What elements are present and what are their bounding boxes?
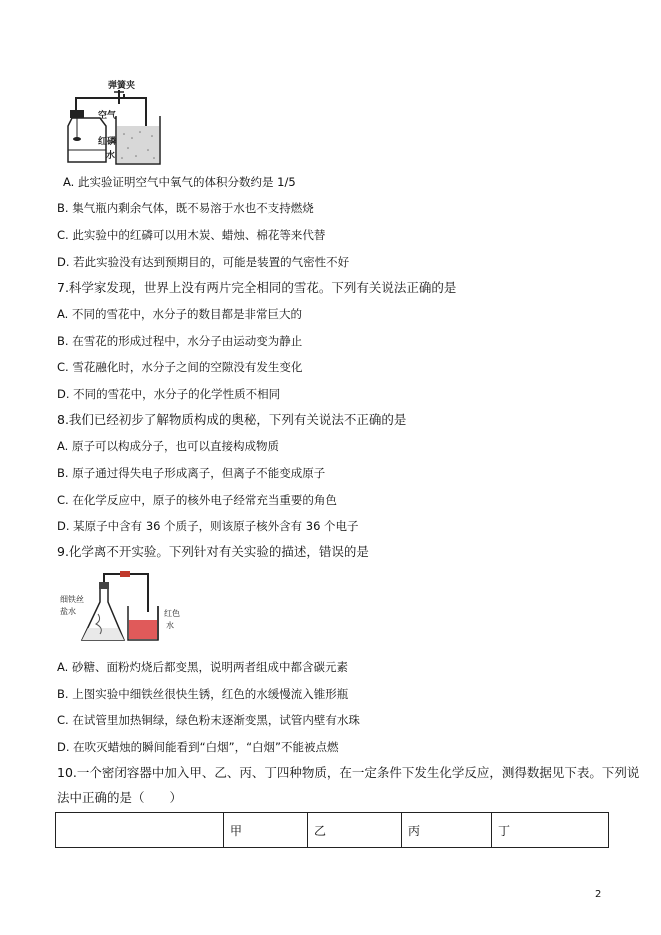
table-cell-blank bbox=[56, 813, 224, 848]
table-cell-ding: 丁 bbox=[492, 813, 609, 848]
q7-option-d: D. 不同的雪花中，水分子的化学性质不相同 bbox=[57, 387, 281, 401]
q6-option-a: A. 此实验证明空气中氧气的体积分数约是 1/5 bbox=[63, 175, 296, 189]
q7-option-a: A. 不同的雪花中，水分子的数目都是非常巨大的 bbox=[57, 307, 302, 321]
page-number: 2 bbox=[595, 889, 602, 900]
figure-air-experiment bbox=[64, 78, 164, 166]
q9-option-a: A. 砂糖、面粉灼烧后都变黑，说明两者组成中都含碳元素 bbox=[57, 660, 348, 674]
q9-option-d: D. 在吹灭蜡烛的瞬间能看到“白烟”，“白烟”不能被点燃 bbox=[57, 740, 339, 754]
table-cell-jia: 甲 bbox=[224, 813, 308, 848]
label-water: 水 bbox=[106, 151, 116, 161]
q10-data-table bbox=[55, 812, 609, 848]
label-phosphorus: 红磷 bbox=[98, 137, 117, 147]
label-water-2: 水 bbox=[166, 621, 174, 630]
table-row bbox=[56, 813, 609, 848]
q7-option-c: C. 雪花融化时，水分子之间的空隙没有发生变化 bbox=[57, 360, 303, 374]
label-red: 红色 bbox=[164, 609, 180, 618]
q6-option-b: B. 集气瓶内剩余气体，既不易溶于水也不支持燃烧 bbox=[57, 201, 314, 215]
q8-option-d: D. 某原子中含有 36 个质子，则该原子核外含有 36 个电子 bbox=[57, 519, 359, 533]
q7-stem: 7.科学家发现，世界上没有两片完全相同的雪花。下列有关说法正确的是 bbox=[57, 280, 457, 295]
figure-rust-experiment bbox=[58, 568, 188, 644]
q6-option-c: C. 此实验中的红磷可以用木炭、蜡烛、棉花等来代替 bbox=[57, 228, 326, 242]
q8-stem: 8.我们已经初步了解物质构成的奥秘，下列有关说法不正确的是 bbox=[57, 412, 407, 427]
q6-option-d: D. 若此实验没有达到预期目的，可能是装置的气密性不好 bbox=[57, 255, 350, 269]
q8-option-c: C. 在化学反应中，原子的核外电子经常充当重要的角色 bbox=[57, 493, 337, 507]
q9-option-c: C. 在试管里加热铜绿，绿色粉末逐渐变黑，试管内壁有水珠 bbox=[57, 713, 360, 727]
table-cell-bing: 丙 bbox=[402, 813, 492, 848]
q10-stem-line2: 法中正确的是（ ） bbox=[57, 790, 183, 805]
q8-option-a: A. 原子可以构成分子，也可以直接构成物质 bbox=[57, 439, 279, 453]
q9-stem: 9.化学离不开实验。下列针对有关实验的描述，错误的是 bbox=[57, 544, 369, 559]
label-air: 空气 bbox=[98, 111, 117, 121]
label-clip: 弹簧夹 bbox=[108, 81, 136, 91]
label-wire: 细铁丝 bbox=[60, 595, 84, 604]
table-cell-yi: 乙 bbox=[308, 813, 402, 848]
q9-option-b: B. 上图实验中细铁丝很快生锈，红色的水缓慢流入锥形瓶 bbox=[57, 687, 349, 701]
q8-option-b: B. 原子通过得失电子形成离子，但离子不能变成原子 bbox=[57, 466, 326, 480]
q7-option-b: B. 在雪花的形成过程中，水分子由运动变为静止 bbox=[57, 334, 303, 348]
label-salt-water: 盐水 bbox=[60, 607, 76, 616]
q10-stem-line1: 10.一个密闭容器中加入甲、乙、丙、丁四种物质，在一定条件下发生化学反应，测得数据见下表。下列说 bbox=[57, 765, 640, 780]
